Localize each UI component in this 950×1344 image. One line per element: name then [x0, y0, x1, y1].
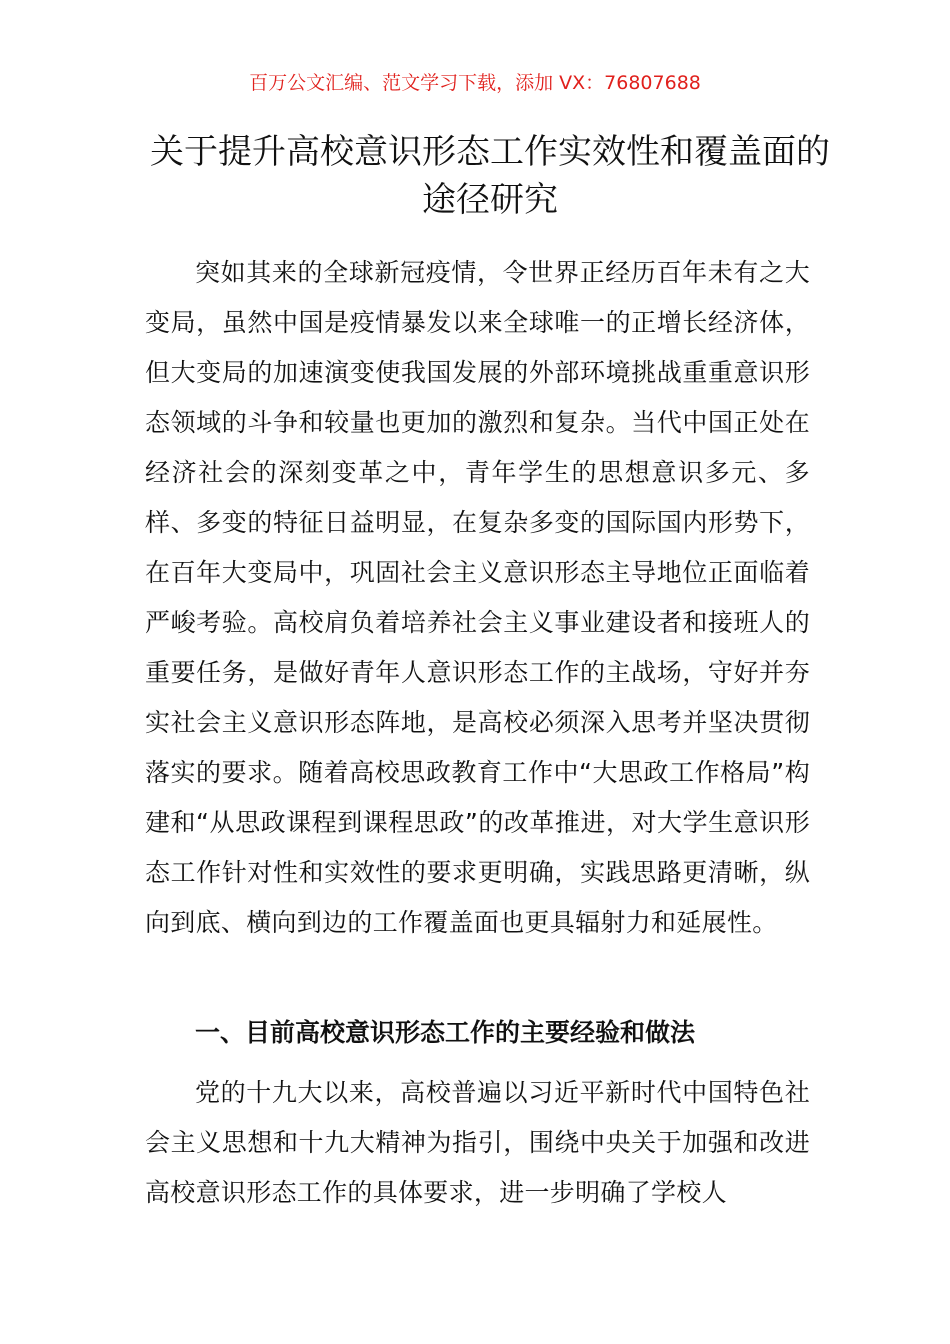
section-heading-1: 一、目前高校意识形态工作的主要经验和做法	[195, 1018, 696, 1047]
paragraph-text: 党的十九大以来，高校普遍以习近平新时代中国特色社会主义思想和十九大精神为指引，围绕中央关于加强和改进高校意识形态工作的具体要求，进一步明确了学校人	[145, 1078, 810, 1207]
paragraph-text: 突如其来的全球新冠疫情，令世界正经历百年未有之大变局，虽然中国是疫情暴发以来全球唯一的正增长经济体，但大变局的加速演变使我国发展的外部环境挑战重重意识形态领域的斗争和较量也更加的激烈和复杂。当代中国正处在经济社会的深刻变革之中，青年学生的思想意识多元、多样、多变的特征日益明显，在复杂多变的国际国内形势下，在百年大变局中，巩固社会主义意识形态主导地位正面临着严峻考验。高校肩负着培养社会主义事业建设者和接班人的重要任务，是做好青年人意识形态工作的主战场，守好并夯实社会主义意识形态阵地，是高校必须深入思考并坚决贯彻落实的要求。随着高校思政教育工作中“大思政工作格局”构建和“从思政课程到课程思政”的改革推进，对大学生意识形态工作针对性和实效性的要求更明确，实践思路更清晰，纵向到底、横向到边的工作覆盖面也更具辐射力和延展性。	[145, 258, 810, 937]
body-paragraph-1	[145, 248, 810, 948]
body-paragraph-2	[145, 1068, 810, 1218]
document-title: 关于提升高校意识形态工作实效性和覆盖面的途径研究	[150, 132, 830, 220]
header-promo-note: 百万公文汇编、范文学习下载，添加 VX：76807688	[249, 72, 701, 94]
